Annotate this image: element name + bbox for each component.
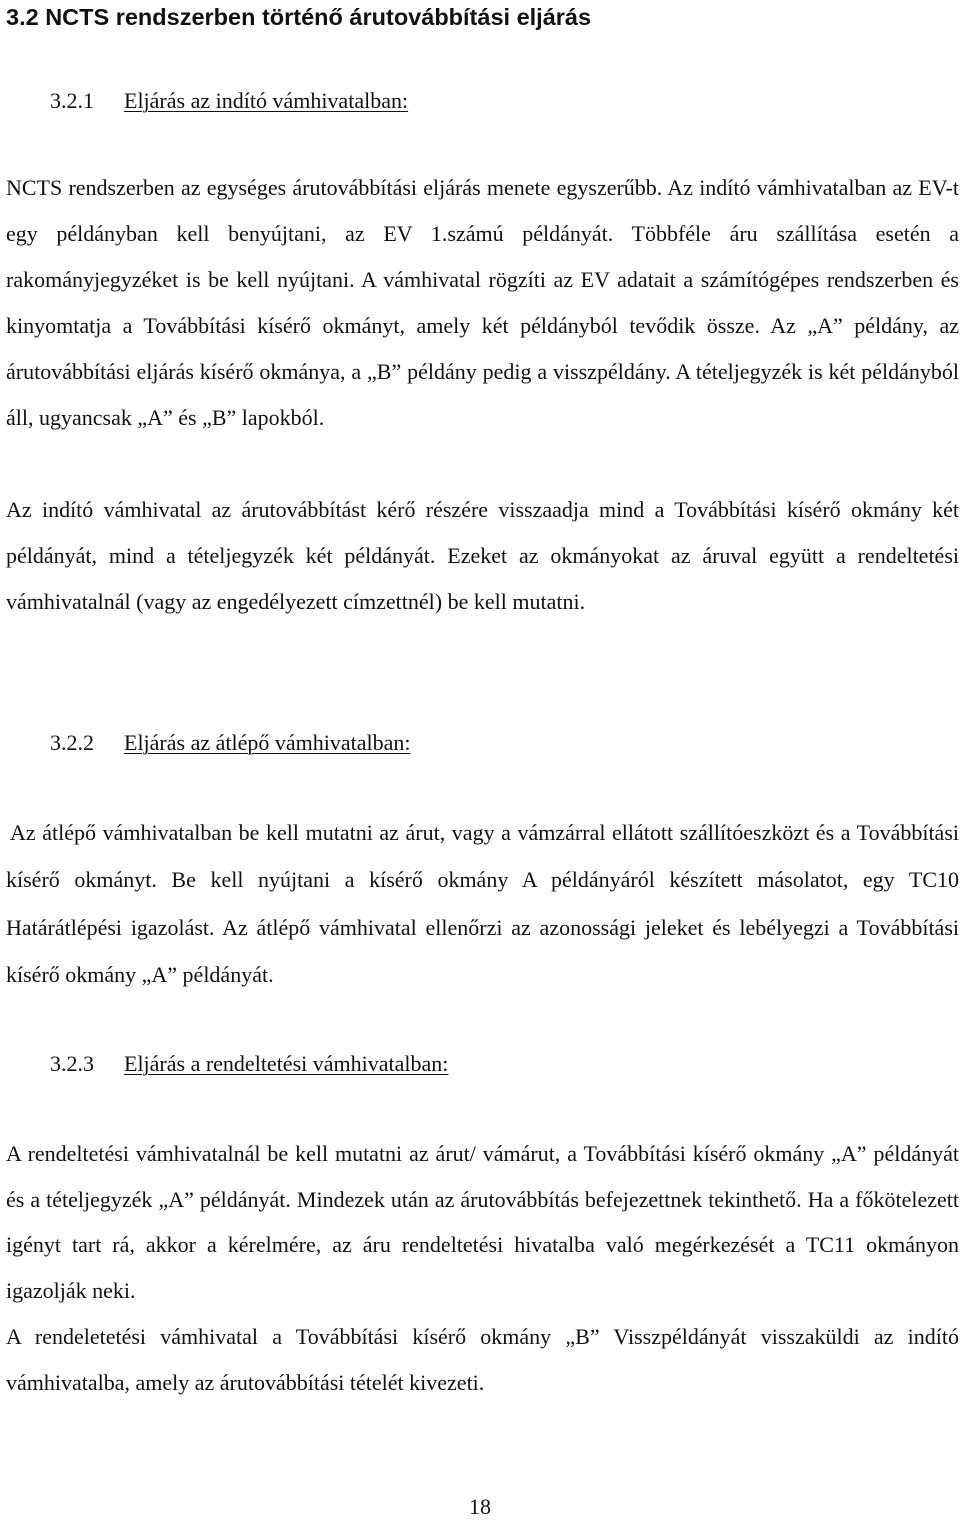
- subsection-title: Eljárás az átlépő vámhivatalban:: [124, 730, 411, 755]
- subsection-number: 3.2.2: [50, 730, 94, 755]
- paragraph: A rendeltetési vámhivatalnál be kell mutatni az árut/ vámárut, a Továbbítási kísérő okmány „A” példányát és a tételjegyzék „A” példányát. Mindezek után az árutovábbítás befejezettnek tekinthető. Ha a főkötelezett igényt tart rá, akkor a kérelmére, az áru rendeltetési hivatalba való megérkezését a TC11 okmányon igazolják neki.: [6, 1141, 959, 1303]
- subsection-number: 3.2.3: [50, 1051, 94, 1076]
- section-heading: 3.2 NCTS rendszerben történő árutovábbítási eljárás: [6, 4, 592, 30]
- subsection-title: Eljárás az indító vámhivatalban:: [124, 88, 409, 113]
- page-number: 18: [469, 1494, 491, 1519]
- paragraph: A rendeletetési vámhivatal a Továbbítási kísérő okmány „B” Visszpéldányát visszaküldi az indító vámhivatalba, amely az árutovábbítási tételét kivezeti.: [6, 1324, 959, 1395]
- subsection-number: 3.2.1: [50, 88, 94, 113]
- subsection-title: Eljárás a rendeltetési vámhivatalban:: [124, 1051, 449, 1076]
- subsection-heading-3-2-2: [50, 728, 410, 758]
- subsection-heading-3-2-1: [50, 86, 408, 116]
- subsection-heading-3-2-3: [50, 1049, 448, 1079]
- paragraph: Az indító vámhivatal az árutovábbítást kérő részére visszaadja mind a Továbbítási kísérő okmány két példányát, mind a tételjegyzék két példányát. Ezeket az okmányokat az áruval együtt a rendeltetési vámhivatalnál (vagy az engedélyezett címzettnél) be kell mutatni.: [6, 497, 959, 614]
- paragraph: NCTS rendszerben az egységes árutovábbítási eljárás menete egyszerűbb. Az indító vámhivatalban az EV-t egy példányban kell benyújtani, az EV 1.számú példányát. Többféle áru szállítása esetén a rakományjegyzéket is be kell nyújtani. A vámhivatal rögzíti az EV adatait a számítógépes rendszerben és kinyomtatja a Továbbítási kísérő okmányt, amely két példányból tevődik össze. Az „A” példány, az árutovábbítási eljárás kísérő okmánya, a „B” példány pedig a visszpéldány. A tételjegyzék is két példányból áll, ugyancsak „A” és „B” lapokból.: [6, 175, 959, 430]
- paragraph: Az átlépő vámhivatalban be kell mutatni az árut, vagy a vámzárral ellátott szállítóeszközt és a Továbbítási kísérő okmányt. Be kell nyújtani a kísérő okmány A példányáról készített másolatot, egy TC10 Határátlépési igazolást. Az átlépő vámhivatal ellenőrzi az azonossági jeleket és lebélyegzi a Továbbítási kísérő okmány „A” példányát.: [6, 820, 959, 987]
